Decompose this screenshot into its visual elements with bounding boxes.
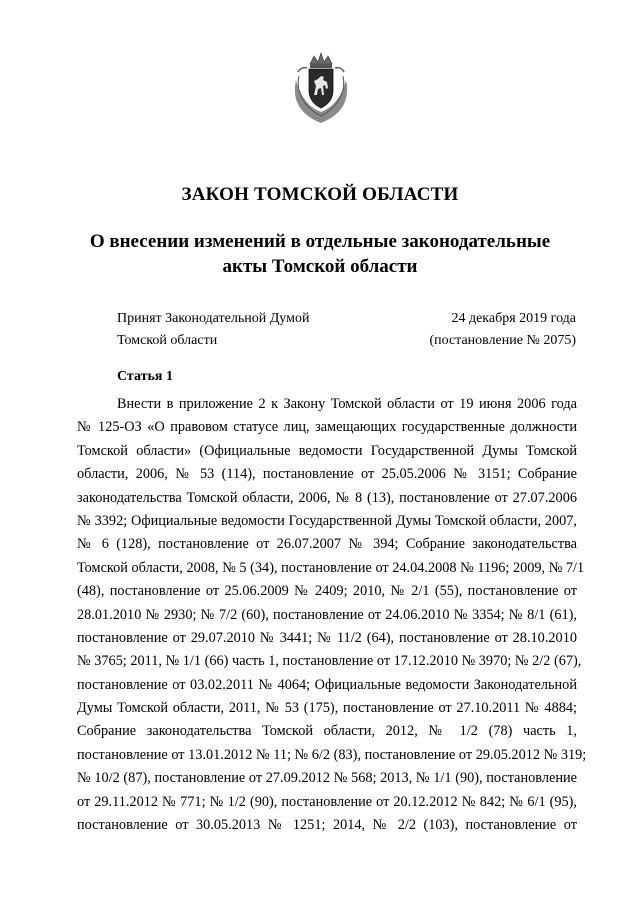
body-line: № 3765; 2011, № 1/1 (66) часть 1, постановление от 17.12.2010 № 3970; № 2/2 (67), (77, 653, 582, 670)
body-line: от 29.11.2012 № 771; № 1/2 (90), постановление от 20.12.2012 № 842; № 6/1 (95), (77, 793, 577, 810)
body-line: (48), постановление от 25.06.2009 № 2409; 2010, № 2/1 (55), постановление от (77, 583, 577, 600)
adopted-by-line: Томской области (117, 333, 218, 348)
law-subtitle (60, 229, 580, 279)
subtitle-line: акты Томской области (222, 256, 418, 277)
resolution-number: (постановление № 2075) (429, 333, 576, 348)
body-line: № 125-ОЗ «О правовом статусе лиц, замещающих государственные должности (77, 419, 577, 436)
body-line: законодательства Томской области, 2006, № 8 (13), постановление от 27.07.2006 (77, 489, 577, 506)
body-line: № 10/2 (87), постановление от 27.09.2012 № 568; 2013, № 1/1 (90), постановление (77, 770, 577, 787)
body-line: постановление от 29.07.2010 № 3441; № 11/2 (64), постановление от 28.10.2010 (77, 629, 577, 646)
body-line: № 3392; Официальные ведомости Государственной Думы Томской области, 2007, (77, 512, 577, 529)
body-line: Собрание законодательства Томской области, 2012, № 1/2 (78) часть 1, (77, 723, 577, 740)
article-body (77, 393, 587, 837)
adopted-by-line: Принят Законодательной Думой (117, 311, 310, 326)
body-line: области, 2006, № 53 (114), постановление от 25.05.2006 № 3151; Собрание (77, 466, 577, 483)
subtitle-line: О внесении изменений в отдельные законодательные (89, 231, 551, 252)
body-line: Думы Томской области, 2011, № 53 (175), постановление от 27.10.2011 № 4884; (77, 700, 577, 717)
body-line: Томской области» (Официальные ведомости Государственной Думы Томской (77, 442, 577, 459)
adoption-date-block (380, 308, 576, 352)
body-line: 28.01.2010 № 2930; № 7/2 (60), постановление от 24.06.2010 № 3354; № 8/1 (61), (77, 606, 577, 623)
body-line: постановление от 03.02.2011 № 4064; Официальные ведомости Законодательной (77, 676, 577, 693)
article-heading: Статья 1 (117, 369, 173, 384)
body-line: постановление от 13.01.2012 № 11; № 6/2 (83), постановление от 29.05.2012 № 319; (77, 746, 587, 763)
body-line: № 6 (128), постановление от 26.07.2007 № 394; Собрание законодательства (77, 536, 577, 553)
coat-of-arms-emblem (290, 50, 352, 126)
body-line: постановление от 30.05.2013 № 1251; 2014, № 2/2 (103), постановление от (77, 817, 577, 834)
body-line: Внести в приложение 2 к Закону Томской области от 19 июня 2006 года (117, 396, 577, 412)
body-line: Томской области, 2008, № 5 (34), постановление от 24.04.2008 № 1196; 2009, № 7/1 (77, 559, 585, 576)
law-title: ЗАКОН ТОМСКОЙ ОБЛАСТИ (181, 184, 459, 205)
adopted-by-block (117, 308, 309, 352)
adoption-date: 24 декабря 2019 года (451, 311, 576, 326)
